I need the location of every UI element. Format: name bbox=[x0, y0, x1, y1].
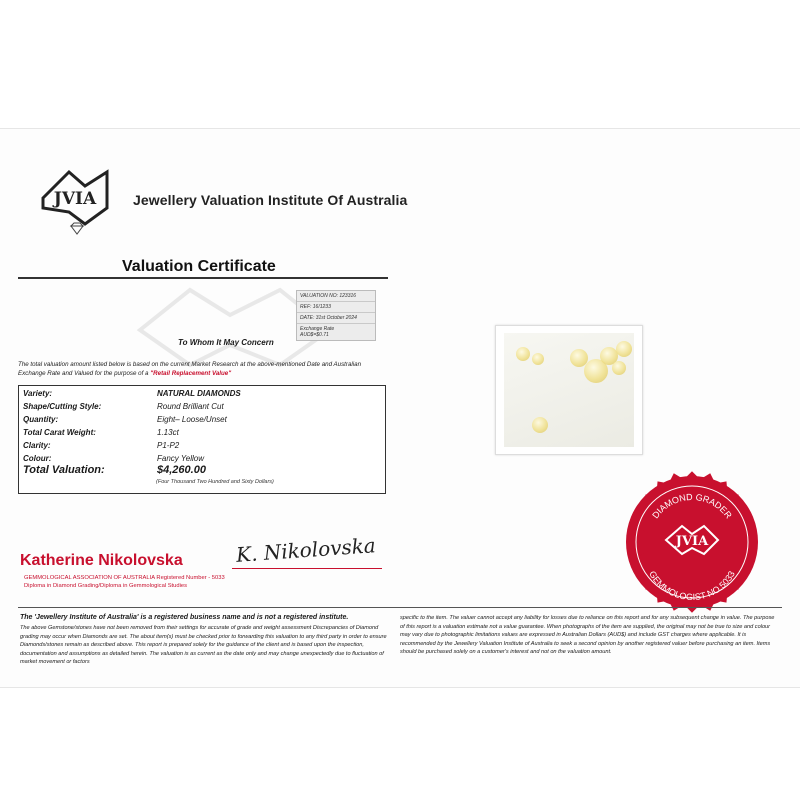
gemmologist-seal bbox=[620, 470, 765, 615]
seal-bottom-text: GEMMOLOGIST NO.5033 bbox=[647, 569, 737, 603]
disclaimer-heading: The 'Jewellery Institute of Australia' is a registered business name and is not a registered institute. bbox=[20, 614, 349, 621]
organization-name: Jewellery Valuation Institute Of Australia bbox=[133, 192, 408, 208]
gem bbox=[612, 361, 626, 375]
detail-label: Shape/Cutting Style: bbox=[23, 402, 102, 411]
detail-value: Fancy Yellow bbox=[157, 454, 204, 463]
valuation-number: VALUATION NO: 123316 bbox=[297, 291, 375, 302]
disclaimer-left-column: The above Gemstone/stones have not been removed from their settings for accurate of grade and weight assessment Discrepancies of Diamond grading may occur when Diamonds are set. The about item(s) must be checked prior to forwarding this valuation to any third party in order to ensure Diamonds/stones remain as described above. This report is prepared solely for the guidance of the client and is based upon the inspection, documentation and assumptions as detailed herein. The valuation is as current as the date only and may change unexpectedly due to fluctuation of market movement or factors bbox=[20, 625, 387, 666]
valuation-date: DATE: 31st October 2024 bbox=[297, 313, 375, 324]
total-in-words: (Four Thousand Two Hundred and Sixty Dollars) bbox=[156, 479, 274, 485]
seal-top-text: DIAMOND GRADER bbox=[650, 491, 734, 521]
intro-paragraph bbox=[18, 361, 388, 378]
jvia-logo bbox=[35, 168, 115, 240]
exchange-rate-value: AUD$=$0.71 bbox=[300, 332, 329, 338]
gem bbox=[516, 347, 530, 361]
detail-value: NATURAL DIAMONDS bbox=[157, 389, 241, 398]
diamond-icon bbox=[71, 223, 83, 234]
footer-divider bbox=[18, 607, 782, 608]
signatory-credential-2: Diploma in Diamond Grading/Diploma in Gemmological Studies bbox=[24, 583, 188, 589]
handwritten-signature: K. Nikolovska bbox=[235, 533, 377, 567]
detail-value: Eight– Loose/Unset bbox=[157, 415, 227, 424]
intro-highlight: "Retail Replacement Value" bbox=[150, 369, 232, 377]
detail-value: P1-P2 bbox=[157, 441, 180, 450]
title-divider bbox=[18, 277, 388, 279]
logo-text: JVIA bbox=[53, 189, 97, 209]
detail-label: Clarity: bbox=[23, 441, 51, 450]
gem bbox=[532, 353, 544, 365]
signatory-credential-1: GEMMOLOGICAL ASSOCIATION OF AUSTRALIA Registered Number - 5033 bbox=[24, 575, 225, 581]
disclaimer-right-column: specific to the item. The valuer cannot accept any liability for losses due to reliance on this report and for any subsequent change in value. The purpose of this report is a valuation estimate not a value guarantee. When photographs of the item are supplied, the original may not be true to size and colour may vary due to photographic limitations values are expressed in Australian Dollars (AUD$) and include GST charges where applicable. It is recommended by the Jewellery Valuation Institute of Australia to seek a second opinion by another registered valuer before purchasing an item. Items should be purchased solely on a customer's interest and not on the valuation amount. bbox=[400, 615, 775, 656]
detail-label: Colour: bbox=[23, 454, 52, 463]
detail-label: Total Carat Weight: bbox=[23, 428, 96, 437]
detail-value: Round Brilliant Cut bbox=[157, 402, 224, 411]
total-value: $4,260.00 bbox=[157, 464, 206, 476]
signature-line bbox=[232, 568, 382, 569]
seal-center-text: JVIA bbox=[675, 534, 709, 549]
detail-value: 1.13ct bbox=[157, 428, 179, 437]
detail-label: Quantity: bbox=[23, 415, 59, 424]
signatory-name: Katherine Nikolovska bbox=[20, 552, 183, 569]
photo-background bbox=[504, 333, 634, 447]
reference-number: REF: 16/1233 bbox=[297, 302, 375, 313]
valuation-details-table bbox=[18, 385, 386, 494]
intro-text: The total valuation amount listed below is based on the current Market Research at the above-mentioned Date and Australian Exchange Rate and Valued for the purpose of a bbox=[18, 361, 362, 377]
exchange-rate bbox=[297, 324, 375, 340]
diamond-photo bbox=[495, 325, 643, 455]
detail-label: Variety: bbox=[23, 389, 53, 398]
salutation: To Whom It May Concern bbox=[178, 338, 274, 347]
gem bbox=[532, 417, 548, 433]
reference-box bbox=[296, 290, 376, 341]
certificate-title: Valuation Certificate bbox=[122, 258, 276, 275]
gem bbox=[616, 341, 632, 357]
total-label: Total Valuation: bbox=[23, 464, 105, 476]
exchange-rate-label: Exchange Rate bbox=[300, 326, 335, 332]
